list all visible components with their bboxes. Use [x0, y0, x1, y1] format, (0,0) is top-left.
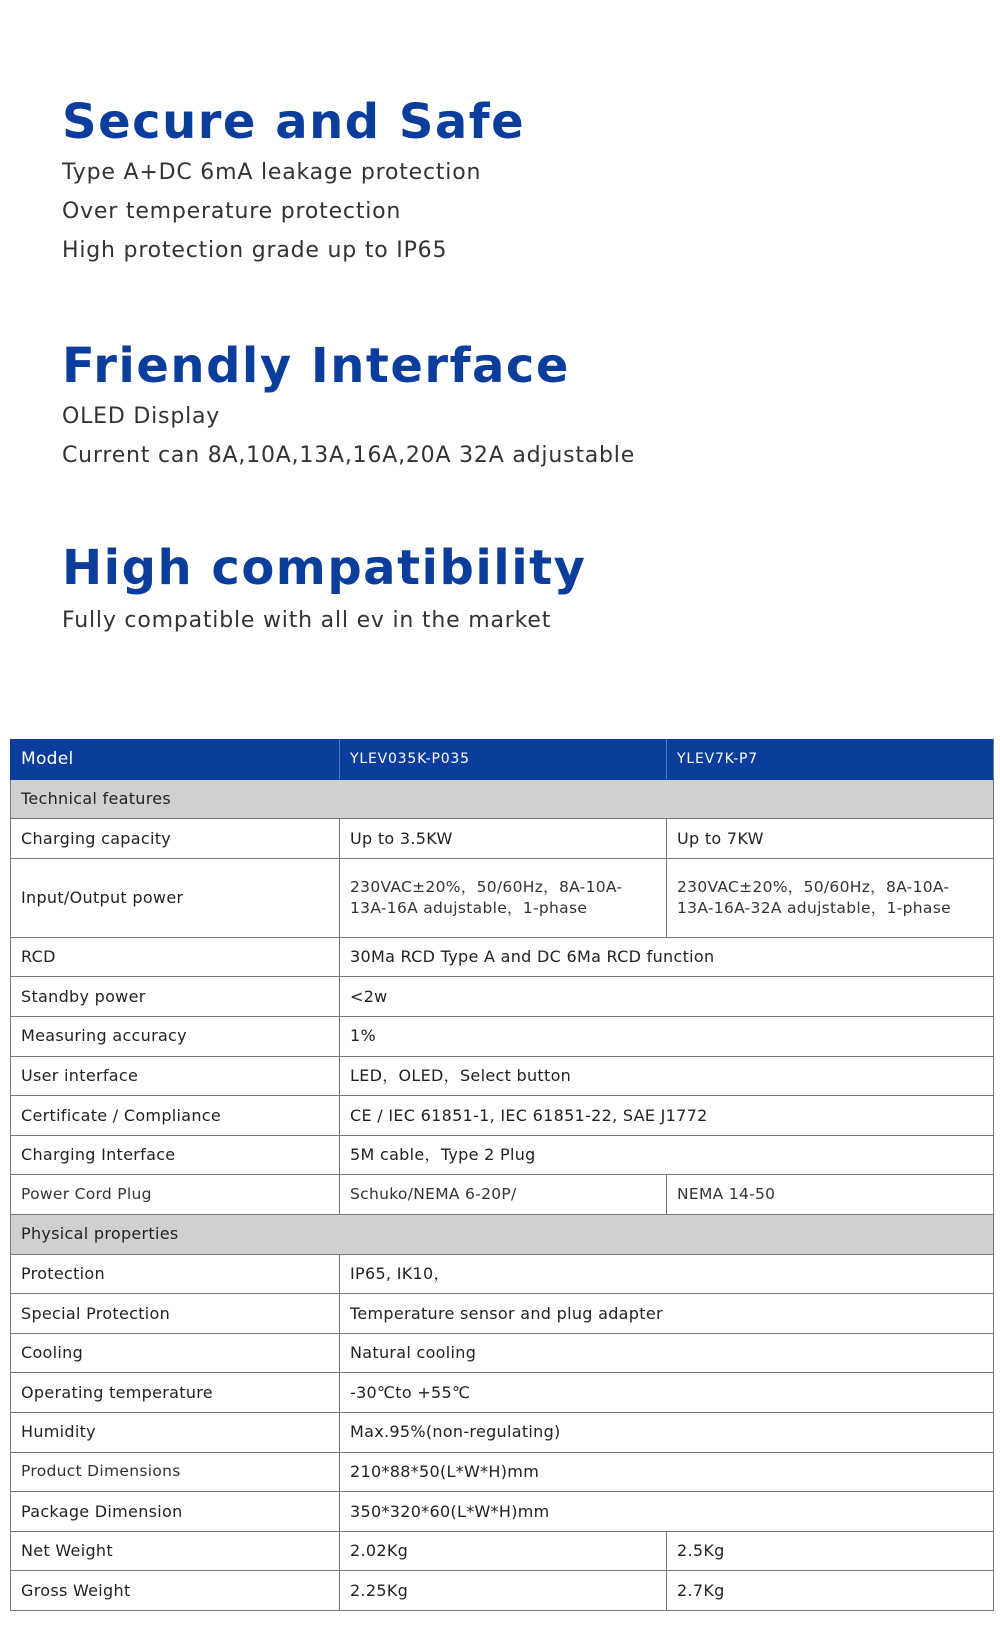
row-value-model-1: 2.25Kg [340, 1571, 667, 1611]
row-value-model-2: 230VAC±20%，50/60Hz，8A-10A-13A-16A-32A adujstable，1-phase [667, 858, 994, 937]
row-label: Input/Output power [11, 858, 340, 937]
section-row-technical [11, 779, 994, 819]
row-label: User interface [11, 1056, 340, 1096]
row-label: Standby power [11, 977, 340, 1017]
row-label: Measuring accuracy [11, 1016, 340, 1056]
table-row [11, 1452, 994, 1492]
row-value: IP65, IK10， [340, 1254, 994, 1294]
row-value: Max.95%(non-regulating) [340, 1412, 994, 1452]
feature-high-compatibility [62, 540, 587, 633]
table-row [11, 1412, 994, 1452]
feature-friendly-interface [62, 338, 636, 468]
header-label-model: Model [11, 740, 340, 780]
feature-line: Over temperature protection [62, 199, 402, 224]
feature-line: Fully compatible with all ev in the market [62, 608, 552, 633]
row-value: 350*320*60(L*W*H)mm [340, 1492, 994, 1532]
row-label: Package Dimension [11, 1492, 340, 1532]
row-label: Power Cord Plug [11, 1175, 340, 1215]
feature-secure-and-safe [62, 94, 526, 263]
row-value: -30℃to +55℃ [340, 1373, 994, 1413]
table-header-row [11, 740, 994, 780]
row-value: 30Ma RCD Type A and DC 6Ma RCD function [340, 937, 994, 977]
row-value-model-2: 2.5Kg [667, 1531, 994, 1571]
row-value: CE / IEC 61851-1, IEC 61851-22, SAE J1772 [340, 1096, 994, 1136]
row-label: Special Protection [11, 1294, 340, 1334]
section-heading: Technical features [11, 779, 994, 819]
row-value-model-1: Up to 3.5KW [340, 819, 667, 859]
table-row [11, 1571, 994, 1611]
row-value: <2w [340, 977, 994, 1017]
row-label: Certificate / Compliance [11, 1096, 340, 1136]
row-label: Humidity [11, 1412, 340, 1452]
feature-title-compatibility: High compatibility [62, 540, 587, 596]
feature-title-secure: Secure and Safe [62, 94, 526, 150]
table-row [11, 977, 994, 1017]
table-row [11, 1096, 994, 1136]
row-value: Temperature sensor and plug adapter [340, 1294, 994, 1334]
section-heading: Physical properties [11, 1214, 994, 1254]
spec-table [10, 739, 994, 1611]
row-label: Charging Interface [11, 1135, 340, 1175]
row-value-model-1: 2.02Kg [340, 1531, 667, 1571]
row-value-model-2: NEMA 14-50 [667, 1175, 994, 1215]
row-value: 1% [340, 1016, 994, 1056]
table-row [11, 819, 994, 859]
section-row-physical [11, 1214, 994, 1254]
row-value: 210*88*50(L*W*H)mm [340, 1452, 994, 1492]
table-row [11, 1254, 994, 1294]
row-value-model-2: 2.7Kg [667, 1571, 994, 1611]
row-value: LED，OLED，Select button [340, 1056, 994, 1096]
feature-line: High protection grade up to IP65 [62, 238, 448, 263]
table-row [11, 1175, 994, 1215]
feature-line: Current can 8A,10A,13A,16A,20A 32A adjustable [62, 443, 636, 468]
table-row [11, 1333, 994, 1373]
row-label: Protection [11, 1254, 340, 1294]
feature-title-friendly: Friendly Interface [62, 338, 570, 394]
header-model-1: YLEV035K-P035 [340, 740, 667, 780]
feature-line: Type A+DC 6mA leakage protection [62, 160, 482, 185]
row-label: Product Dimensions [11, 1452, 340, 1492]
table-row [11, 1531, 994, 1571]
row-value-model-1: 230VAC±20%，50/60Hz，8A-10A-13A-16A adujstable，1-phase [340, 858, 667, 937]
row-label: Charging capacity [11, 819, 340, 859]
table-row [11, 858, 994, 937]
header-model-2: YLEV7K-P7 [667, 740, 994, 780]
row-value: 5M cable，Type 2 Plug [340, 1135, 994, 1175]
table-row [11, 1492, 994, 1532]
feature-line: OLED Display [62, 404, 221, 429]
row-value-model-2: Up to 7KW [667, 819, 994, 859]
row-label: Gross Weight [11, 1571, 340, 1611]
row-value-model-1: Schuko/NEMA 6-20P/ [340, 1175, 667, 1215]
table-row [11, 1135, 994, 1175]
row-label: Operating temperature [11, 1373, 340, 1413]
table-row [11, 1294, 994, 1334]
row-label: RCD [11, 937, 340, 977]
table-row [11, 1016, 994, 1056]
table-row [11, 1056, 994, 1096]
table-row [11, 1373, 994, 1413]
table-row [11, 937, 994, 977]
row-label: Cooling [11, 1333, 340, 1373]
row-label: Net Weight [11, 1531, 340, 1571]
row-value: Natural cooling [340, 1333, 994, 1373]
